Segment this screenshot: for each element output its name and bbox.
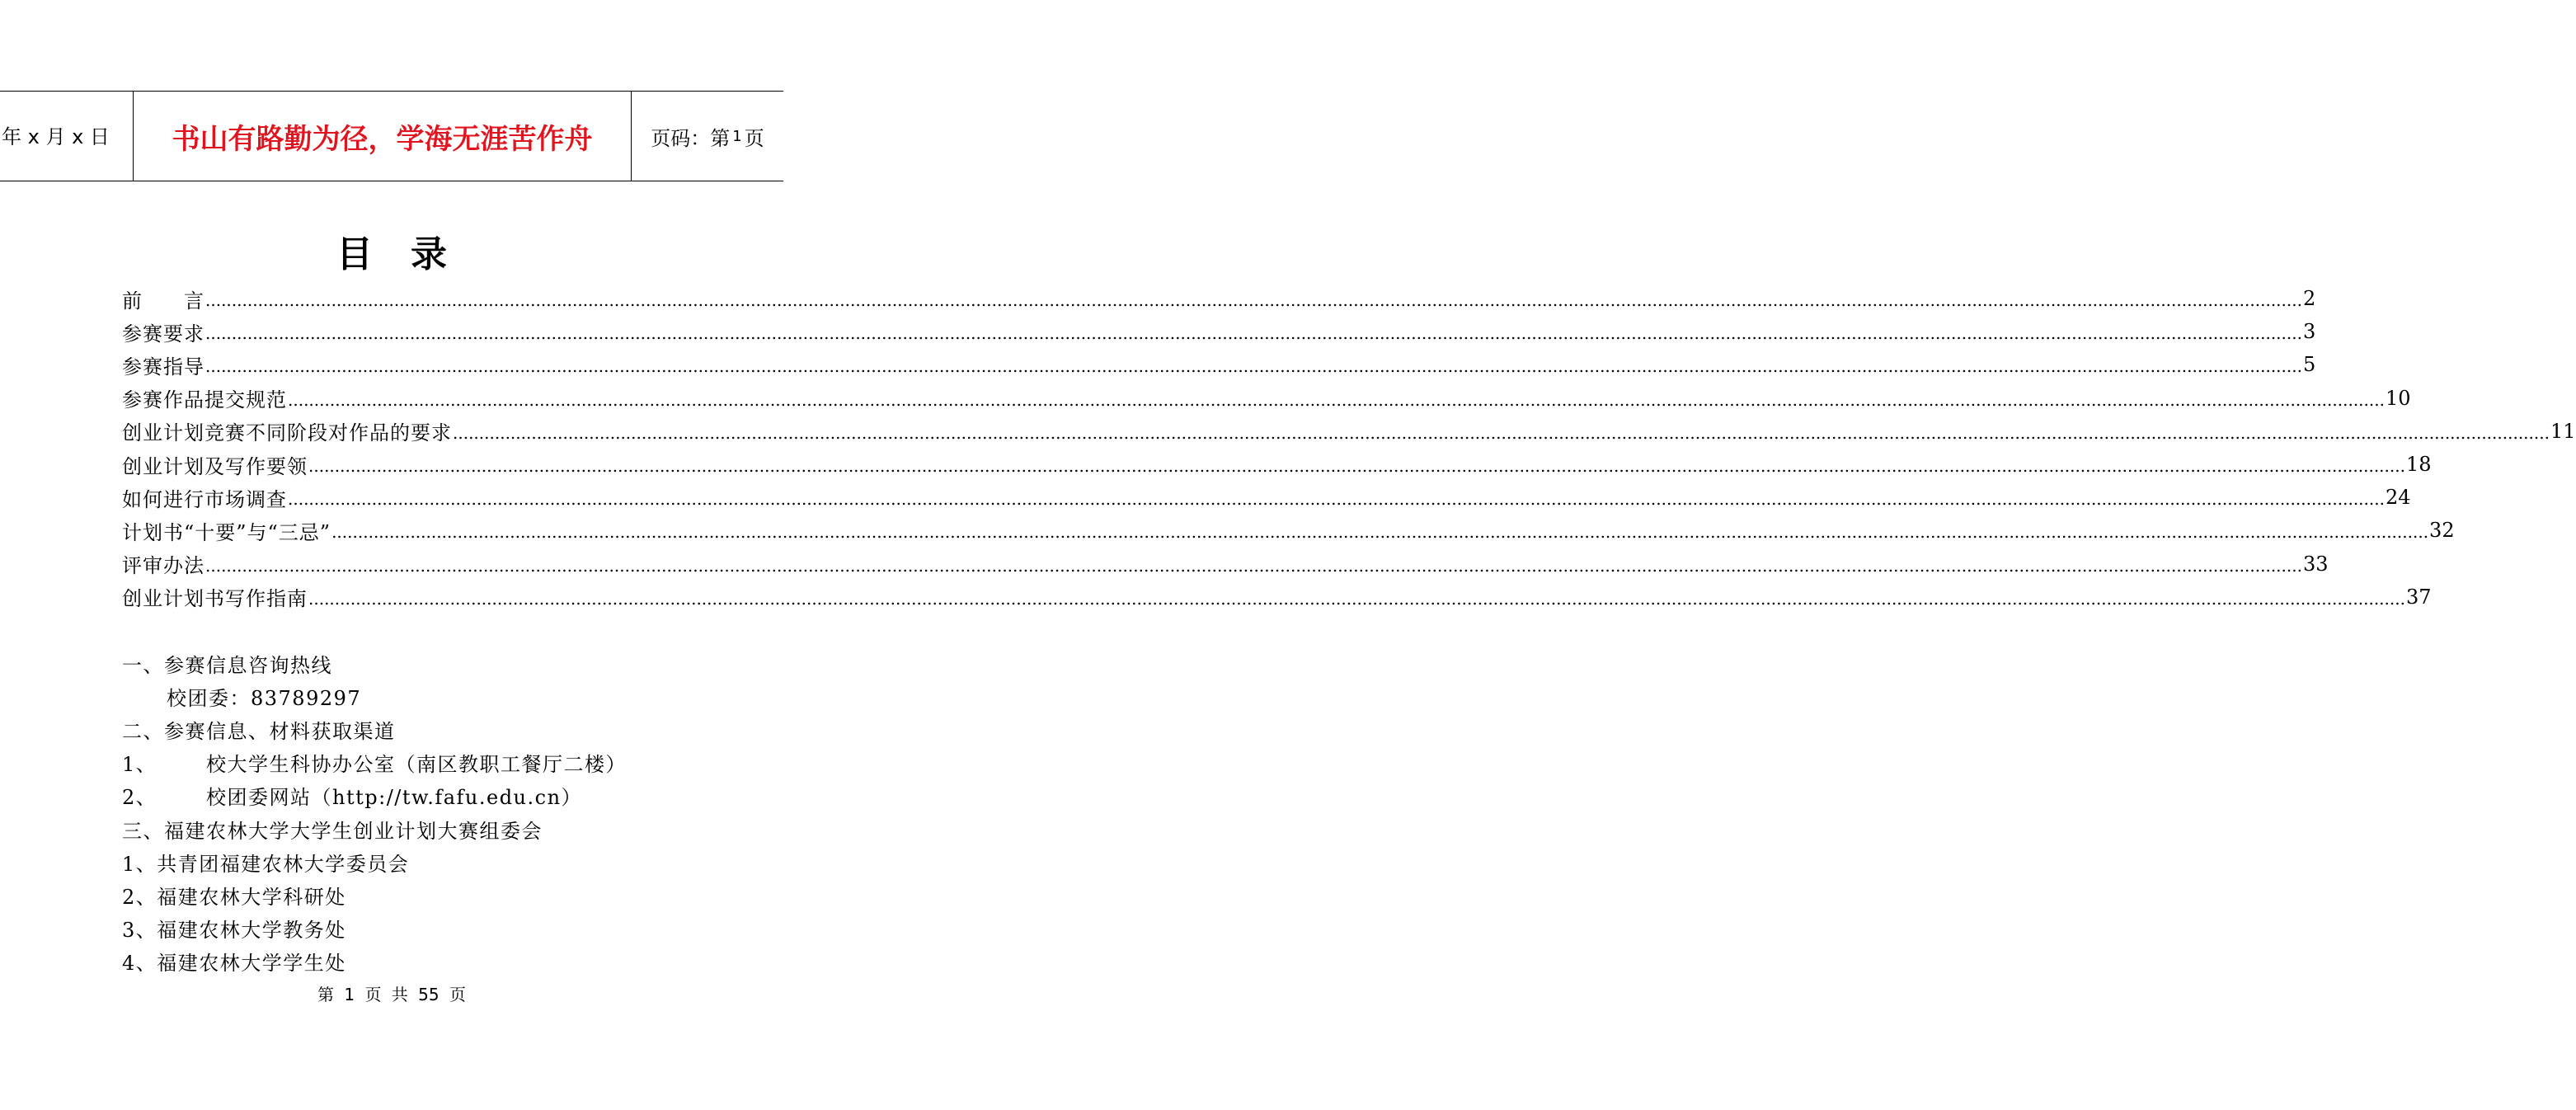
toc-entry[interactable] (122, 448, 2432, 481)
channel-text: 校大学生科协办公室（南区教职工餐厅二楼） (206, 753, 627, 777)
toc-leader-dots: ................................................................................................................................................................................................................................................................................................................................................................................................................ (205, 323, 2302, 344)
toc-entry[interactable] (122, 315, 2316, 348)
hotline-line: 校团委：83789297 (167, 686, 362, 710)
channel-text[interactable]: 校团委网站（http://tw.fafu.edu.cn） (206, 786, 583, 810)
header-date (0, 92, 134, 181)
toc-leader-dots: ................................................................................................................................................................................................................................................................................................................................................................................................................ (205, 555, 2302, 576)
channel-item (122, 746, 749, 779)
toc-entry[interactable] (122, 348, 2316, 381)
info-section (122, 647, 749, 978)
toc-entry-page: 24 (2385, 486, 2411, 510)
toc-entry-label: 创业计划书写作指南 (122, 587, 308, 611)
date-text: 年 x 月 x 日 (2, 125, 110, 148)
toc-leader-dots: ................................................................................................................................................................................................................................................................................................................................................................................................................ (205, 356, 2302, 377)
motto-text: 书山有路勤为径，学海无涯苦作舟 (172, 122, 593, 156)
toc-entry-label: 如何进行市场调查 (122, 487, 287, 511)
toc-entry-page: 5 (2302, 353, 2316, 377)
page-footer: 第 1 页 共 55 页 (317, 985, 466, 1004)
toc-entry[interactable] (122, 514, 2455, 547)
toc-entry-label: 前 言 (122, 289, 204, 313)
toc-leader-dots: ................................................................................................................................................................................................................................................................................................................................................................................................................ (308, 588, 2405, 609)
committee-item: 3、福建农林大学教务处 (122, 919, 346, 943)
toc-leader-dots: ................................................................................................................................................................................................................................................................................................................................................................................................................ (453, 422, 2550, 443)
toc-leader-dots: ................................................................................................................................................................................................................................................................................................................................................................................................................ (288, 489, 2385, 510)
toc-entry-label: 参赛作品提交规范 (122, 388, 287, 412)
toc-entry-page: 11 (2550, 419, 2576, 443)
page-header (0, 91, 783, 181)
page-label-prefix: 页码：第 (651, 126, 731, 150)
toc-entry-label: 计划书“十要”与“三忌” (122, 520, 331, 544)
section-1-title: 一、参赛信息咨询热线 (122, 653, 332, 677)
channel-num: 1、 (122, 753, 157, 777)
toc-title: 目录 (336, 233, 485, 275)
toc-leader-dots: ................................................................................................................................................................................................................................................................................................................................................................................................................ (331, 522, 2429, 543)
toc-entry-label: 创业计划及写作要领 (122, 454, 308, 478)
toc-entry[interactable] (122, 581, 2432, 614)
toc-entry[interactable] (122, 382, 2411, 415)
toc-entry-page: 32 (2429, 519, 2455, 543)
toc-entry-label: 参赛指导 (122, 355, 204, 379)
committee-item: 1、共青团福建农林大学委员会 (122, 852, 410, 876)
channel-item (122, 779, 749, 812)
toc-entry[interactable] (122, 282, 2316, 315)
section-3-title: 三、福建农林大学大学生创业计划大赛组委会 (122, 819, 543, 843)
page-label-suffix: 页 (744, 126, 764, 150)
toc-leader-dots: ................................................................................................................................................................................................................................................................................................................................................................................................................ (288, 389, 2385, 410)
toc-entry-page: 37 (2405, 585, 2432, 609)
toc-leader-dots: ................................................................................................................................................................................................................................................................................................................................................................................................................ (205, 290, 2302, 311)
toc-entry-page: 18 (2405, 453, 2432, 477)
toc-entry-label: 评审办法 (122, 554, 204, 578)
toc-entry-page: 10 (2385, 386, 2411, 410)
toc-entry-page: 2 (2302, 287, 2316, 311)
toc-entry-page: 3 (2302, 320, 2316, 344)
section-2-title: 二、参赛信息、材料获取渠道 (122, 719, 396, 743)
header-page-number (632, 92, 783, 181)
toc-entry[interactable] (122, 415, 2576, 448)
toc-entry[interactable] (122, 548, 2329, 581)
page-label-num: 1 (732, 127, 742, 145)
toc-leader-dots: ................................................................................................................................................................................................................................................................................................................................................................................................................ (308, 456, 2405, 477)
header-motto (134, 92, 632, 181)
toc-entry-label: 参赛要求 (122, 322, 204, 346)
channel-num: 2、 (122, 786, 157, 810)
committee-item: 4、福建农林大学学生处 (122, 952, 346, 976)
toc-entry[interactable] (122, 481, 2411, 514)
table-of-contents (122, 282, 2576, 614)
toc-entry-page: 33 (2302, 552, 2329, 576)
toc-entry-label: 创业计划竞赛不同阶段对作品的要求 (122, 421, 452, 445)
committee-item: 2、福建农林大学科研处 (122, 885, 346, 909)
